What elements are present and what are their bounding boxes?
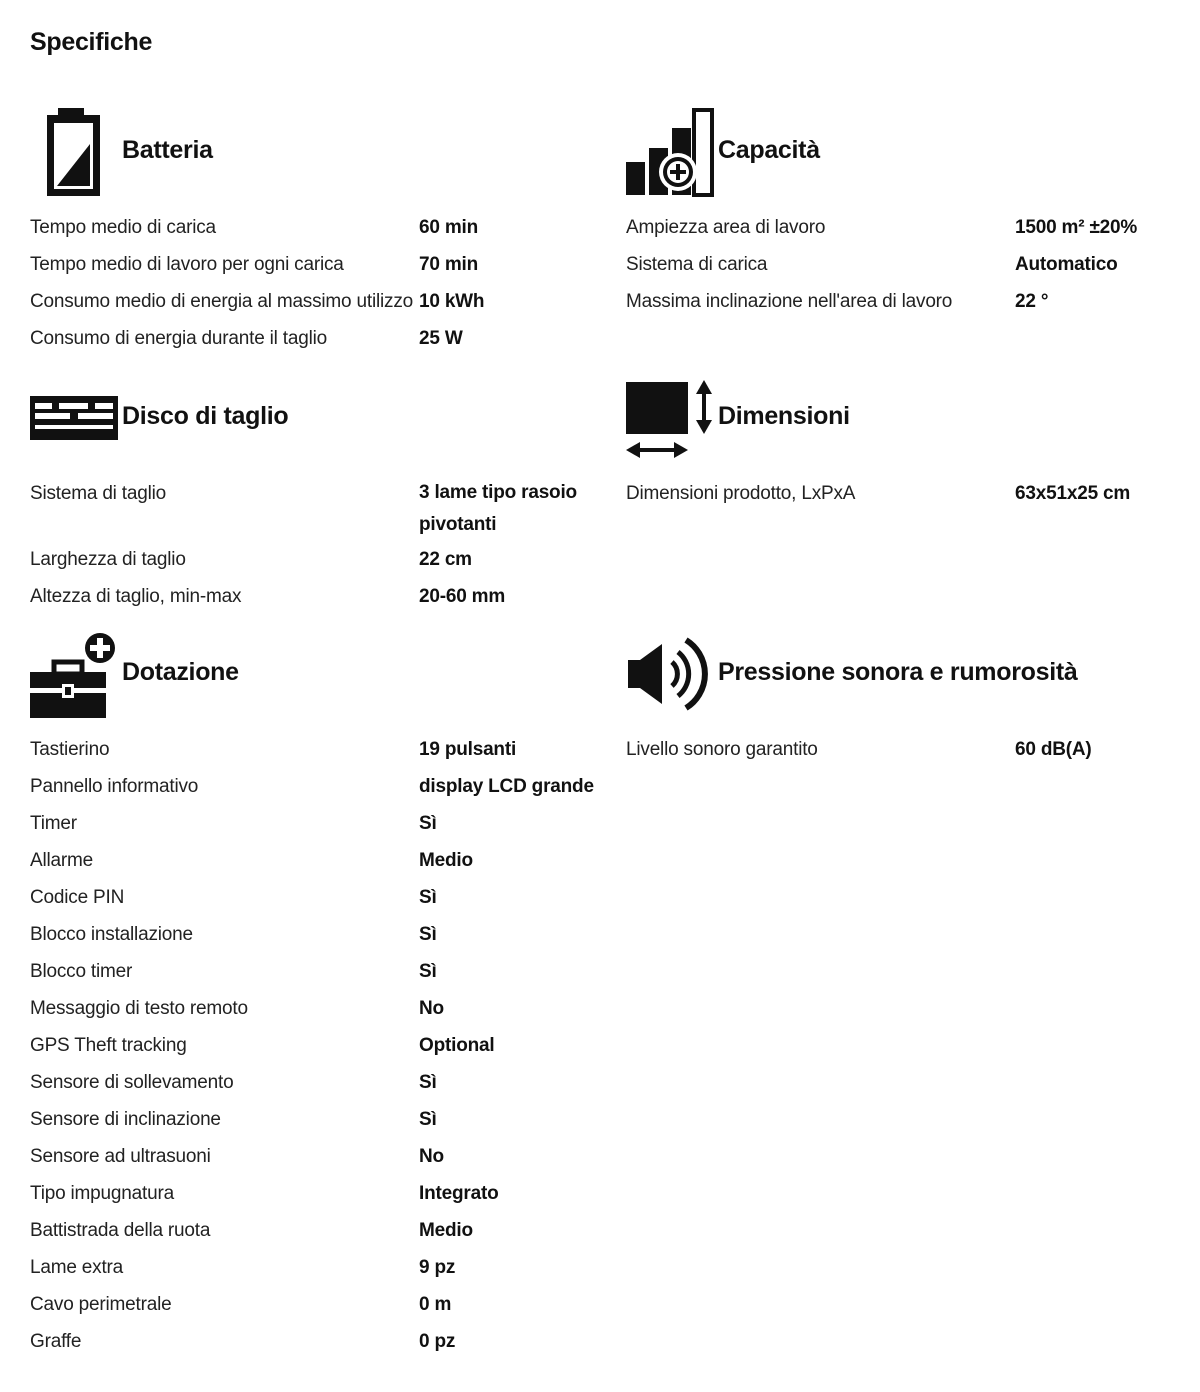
spec-label: Ampiezza area di lavoro xyxy=(626,217,826,238)
spec-row xyxy=(30,879,599,916)
spec-value: Sì xyxy=(419,887,437,908)
spec-label: Dimensioni prodotto, LxPxA xyxy=(626,483,856,504)
spec-row xyxy=(30,578,599,615)
spec-row xyxy=(30,768,599,805)
spec-value: Optional xyxy=(419,1035,495,1056)
spec-value: 1500 m² ±20% xyxy=(1015,217,1138,238)
spec-label: Sensore di inclinazione xyxy=(30,1109,221,1130)
spec-row xyxy=(30,475,599,541)
spec-row xyxy=(626,475,1195,512)
spec-row xyxy=(30,1138,599,1175)
spec-row xyxy=(626,283,1195,320)
spec-list xyxy=(30,731,599,1360)
spec-value: No xyxy=(419,1146,444,1167)
spec-list xyxy=(30,475,599,615)
section-title: Capacità xyxy=(718,135,820,164)
spec-label: Altezza di taglio, min-max xyxy=(30,586,242,607)
spec-row xyxy=(30,805,599,842)
spec-row xyxy=(30,731,599,768)
spec-row xyxy=(30,1286,599,1323)
cutting-disc-icon xyxy=(30,370,122,462)
dimensions-icon xyxy=(626,370,718,462)
spec-label: Tempo medio di carica xyxy=(30,217,216,238)
spec-row xyxy=(626,209,1195,246)
spec-row xyxy=(30,842,599,879)
spec-row xyxy=(30,916,599,953)
spec-value: 63x51x25 cm xyxy=(1015,483,1131,504)
spec-label: Larghezza di taglio xyxy=(30,549,186,570)
spec-label: Allarme xyxy=(30,850,94,871)
spec-label: Graffe xyxy=(30,1331,82,1352)
spec-value: 70 min xyxy=(419,254,478,275)
spec-row xyxy=(30,1212,599,1249)
spec-value: 10 kWh xyxy=(419,291,485,312)
spec-label: Livello sonoro garantito xyxy=(626,739,818,760)
spec-label: Cavo perimetrale xyxy=(30,1294,172,1315)
spec-value: 19 pulsanti xyxy=(419,739,517,760)
spec-value: Medio xyxy=(419,850,473,871)
spec-label: GPS Theft tracking xyxy=(30,1035,187,1056)
spec-label: Blocco installazione xyxy=(30,924,193,945)
spec-row xyxy=(30,953,599,990)
spec-row xyxy=(626,731,1195,768)
spec-list xyxy=(626,475,1195,512)
spec-label: Consumo di energia durante il taglio xyxy=(30,328,327,349)
spec-row xyxy=(30,1323,599,1360)
spec-list xyxy=(30,209,599,357)
spec-value: Sì xyxy=(419,1072,437,1093)
spec-row xyxy=(30,990,599,1027)
spec-value: Sì xyxy=(419,813,437,834)
spec-list xyxy=(626,731,1195,768)
spec-label: Tastierino xyxy=(30,739,110,760)
spec-label: Consumo medio di energia al massimo utilizzo xyxy=(30,291,413,312)
section-title: Pressione sonora e rumorosità xyxy=(718,657,1078,686)
spec-value: Automatico xyxy=(1015,254,1118,275)
spec-row xyxy=(30,541,599,578)
spec-label: Lame extra xyxy=(30,1257,124,1278)
spec-label: Sensore ad ultrasuoni xyxy=(30,1146,211,1167)
spec-row xyxy=(30,283,599,320)
spec-value: Sì xyxy=(419,961,437,982)
spec-value: Sì xyxy=(419,1109,437,1130)
section-title: Batteria xyxy=(122,135,213,164)
spec-row xyxy=(30,246,599,283)
spec-row xyxy=(30,320,599,357)
spec-row xyxy=(30,1064,599,1101)
capacity-bars-plus-icon xyxy=(626,104,718,196)
spec-value: 9 pz xyxy=(419,1257,456,1278)
spec-label: Tempo medio di lavoro per ogni carica xyxy=(30,254,344,275)
spec-value: 25 W xyxy=(419,328,463,349)
speaker-icon xyxy=(626,626,718,718)
spec-label: Massima inclinazione nell'area di lavoro xyxy=(626,291,953,312)
spec-label: Pannello informativo xyxy=(30,776,199,797)
spec-value: 60 min xyxy=(419,217,478,238)
spec-value: No xyxy=(419,998,444,1019)
spec-row xyxy=(30,209,599,246)
spec-list xyxy=(626,209,1195,320)
spec-label: Sistema di carica xyxy=(626,254,768,275)
spec-row xyxy=(626,246,1195,283)
spec-label: Blocco timer xyxy=(30,961,133,982)
spec-value: 20-60 mm xyxy=(419,586,506,607)
spec-value: 0 m xyxy=(419,1294,452,1315)
spec-row xyxy=(30,1101,599,1138)
spec-value: 60 dB(A) xyxy=(1015,739,1092,760)
spec-label: Sistema di taglio xyxy=(30,483,167,504)
spec-label: Timer xyxy=(30,813,77,834)
battery-icon xyxy=(30,104,122,196)
spec-value: 22 cm xyxy=(419,549,472,570)
spec-label: Sensore di sollevamento xyxy=(30,1072,234,1093)
toolbox-plus-icon xyxy=(30,626,122,718)
page-title: Specifiche xyxy=(30,28,153,56)
spec-row xyxy=(30,1249,599,1286)
spec-value: Sì xyxy=(419,924,437,945)
spec-row xyxy=(30,1175,599,1212)
section-title: Disco di taglio xyxy=(122,401,289,430)
spec-value: 0 pz xyxy=(419,1331,456,1352)
section-title: Dimensioni xyxy=(718,401,850,430)
spec-label: Tipo impugnatura xyxy=(30,1183,174,1204)
spec-value: 3 lame tipo rasoio pivotanti xyxy=(419,482,577,535)
section-title: Dotazione xyxy=(122,657,239,686)
spec-row xyxy=(30,1027,599,1064)
spec-value: Integrato xyxy=(419,1183,499,1204)
spec-value: display LCD grande xyxy=(419,776,594,797)
spec-label: Messaggio di testo remoto xyxy=(30,998,248,1019)
spec-value: Medio xyxy=(419,1220,473,1241)
spec-value: 22 ° xyxy=(1015,291,1049,312)
spec-label: Battistrada della ruota xyxy=(30,1220,211,1241)
spec-label: Codice PIN xyxy=(30,887,125,908)
